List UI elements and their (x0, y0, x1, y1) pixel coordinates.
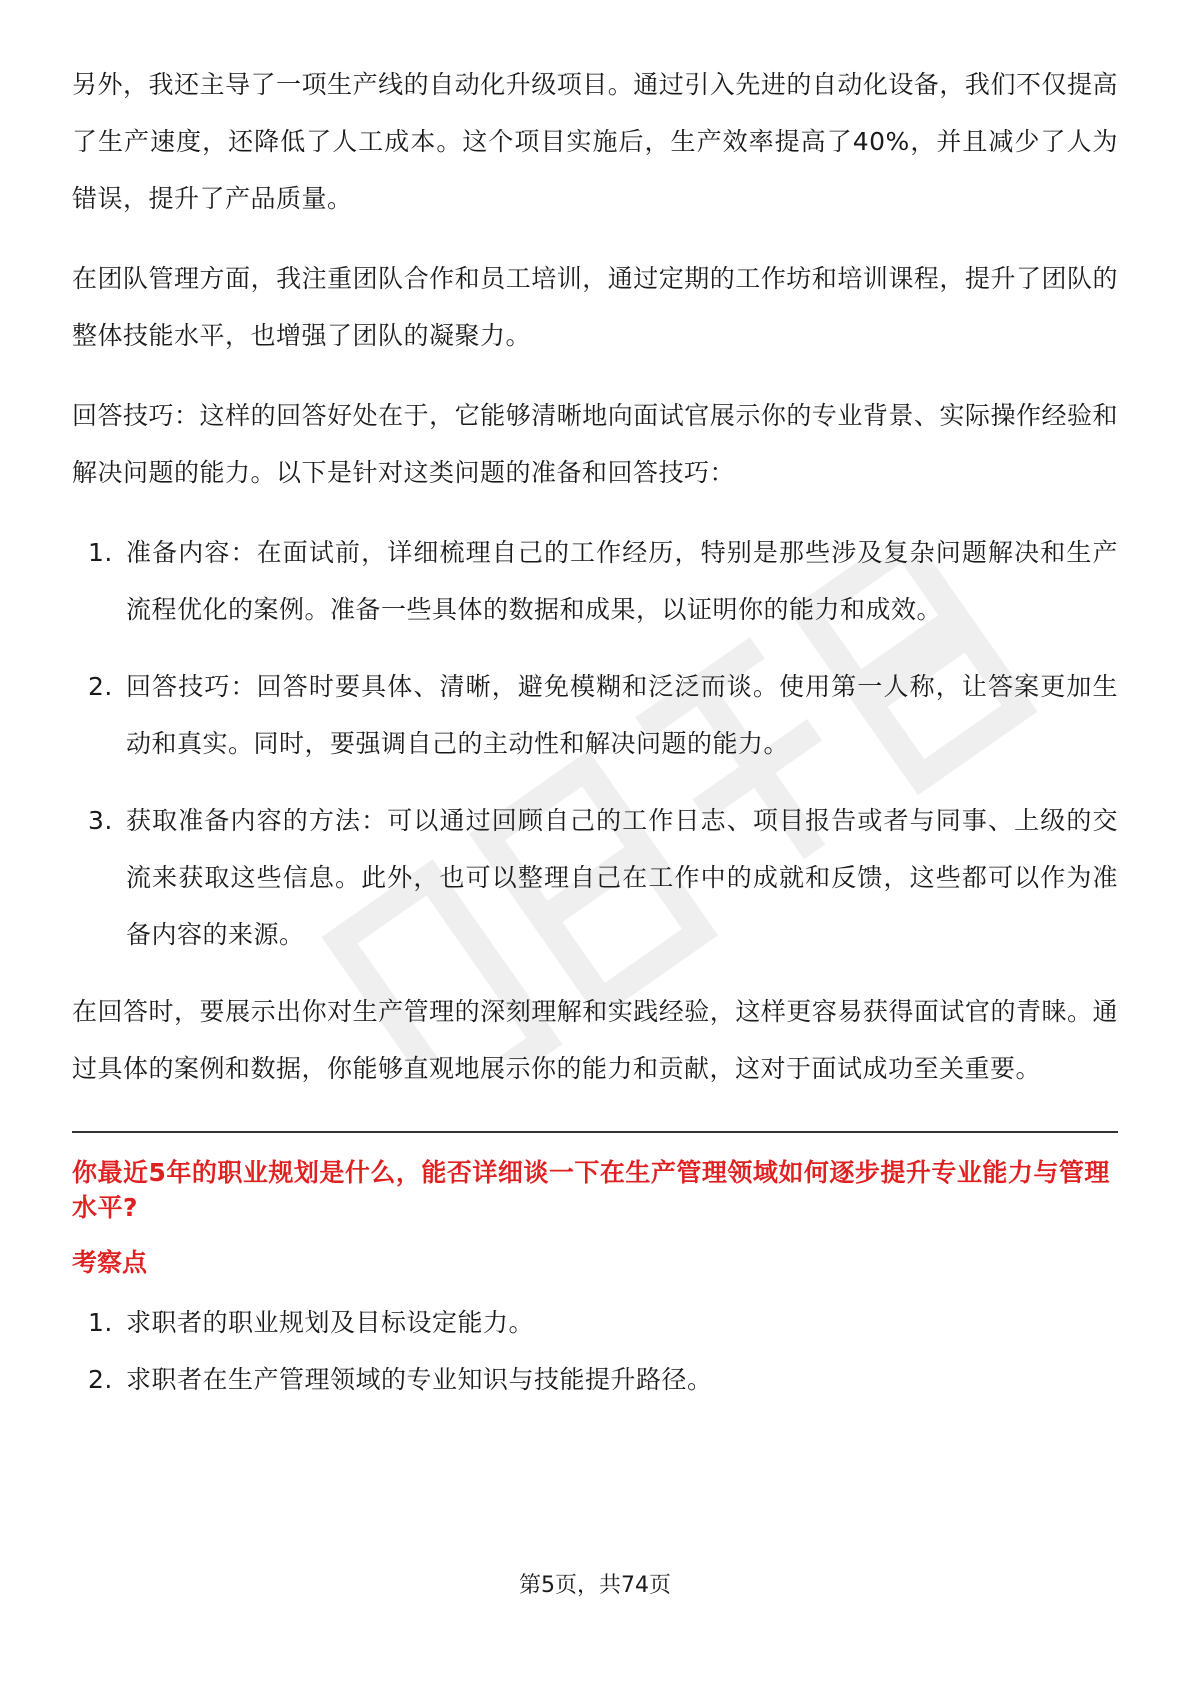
list-item (72, 658, 1118, 772)
section-divider (72, 1131, 1118, 1133)
list-number: 1. (88, 1308, 113, 1337)
list-item-text: 获取准备内容的方法：可以通过回顾自己的工作日志、项目报告或者与同事、上级的交流来获取这些信息。此外，也可以整理自己在工作中的成就和反馈，这些都可以作为准备内容的来源。 (126, 806, 1118, 949)
list-item-text: 求职者在生产管理领域的专业知识与技能提升路径。 (126, 1365, 713, 1394)
question-subheading: 考察点 (72, 1248, 148, 1277)
question-title: 你最近5年的职业规划是什么，能否详细谈一下在生产管理领域如何逐步提升专业能力与管理水平? (72, 1158, 1110, 1222)
body-paragraph: 在团队管理方面，我注重团队合作和员工培训，通过定期的工作坊和培训课程，提升了团队的整体技能水平，也增强了团队的凝聚力。 (72, 264, 1118, 350)
document-body (72, 56, 1118, 1408)
body-paragraph: 回答技巧：这样的回答好处在于，它能够清晰地向面试官展示你的专业背景、实际操作经验和解决问题的能力。以下是针对这类问题的准备和回答技巧： (72, 401, 1118, 487)
closing-paragraph: 在回答时，要展示出你对生产管理的深刻理解和实践经验，这样更容易获得面试官的青睐。通过具体的案例和数据，你能够直观地展示你的能力和贡献，这对于面试成功至关重要。 (72, 997, 1118, 1083)
list-number: 3. (88, 806, 113, 835)
list-item (72, 1351, 1118, 1408)
list-item (72, 1294, 1118, 1351)
assessment-points-list (72, 1294, 1118, 1408)
list-item-text: 求职者的职业规划及目标设定能力。 (126, 1308, 535, 1337)
list-item (72, 792, 1118, 963)
list-item-text: 准备内容：在面试前，详细梳理自己的工作经历，特别是那些涉及复杂问题解决和生产流程优化的案例。准备一些具体的数据和成果，以证明你的能力和成效。 (126, 538, 1118, 624)
tips-list (72, 524, 1118, 963)
list-number: 2. (88, 1365, 113, 1394)
list-item (72, 524, 1118, 638)
body-paragraph: 另外，我还主导了一项生产线的自动化升级项目。通过引入先进的自动化设备，我们不仅提高了生产速度，还降低了人工成本。这个项目实施后，生产效率提高了40%，并且减少了人为错误，提升了产品质量。 (72, 70, 1118, 213)
list-item-text: 回答技巧：回答时要具体、清晰，避免模糊和泛泛而谈。使用第一人称，让答案更加生动和真实。同时，要强调自己的主动性和解决问题的能力。 (126, 672, 1118, 758)
list-number: 2. (88, 672, 113, 701)
list-number: 1. (88, 538, 113, 567)
page-footer: 第5页，共74页 (519, 1573, 671, 1598)
